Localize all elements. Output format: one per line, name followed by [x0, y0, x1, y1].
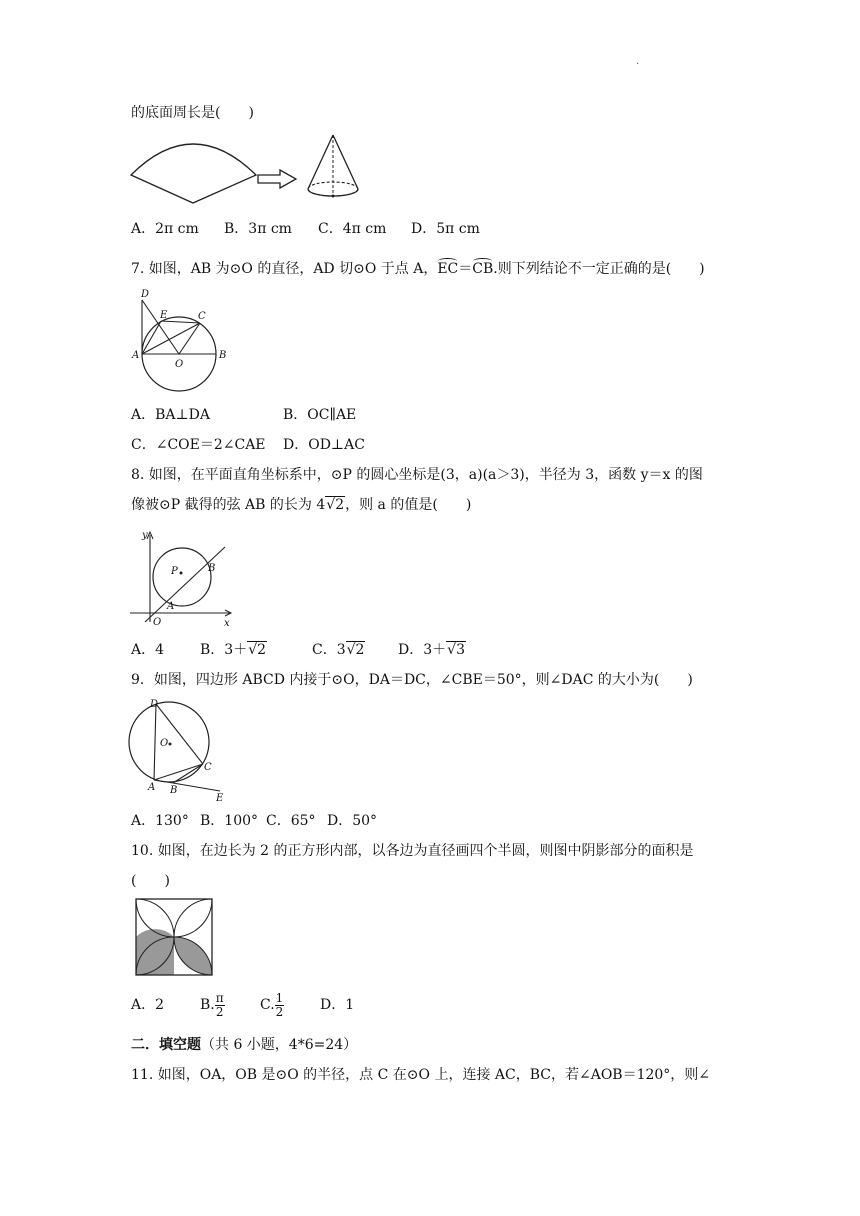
- q8-stem-line2: 像被⊙P 截得的弦 AB 的长为 4√2，则 a 的值是( ): [131, 497, 472, 513]
- q8-sqrt: √2: [326, 497, 345, 513]
- q10-figure: [134, 897, 216, 979]
- q7-eq: ＝: [458, 261, 473, 277]
- q7-option-a: A．BA⊥DA: [131, 407, 211, 423]
- q7-label-b: B: [219, 350, 227, 361]
- q9-option-c: C．65°: [266, 813, 316, 829]
- q7-option-d: D．OD⊥AC: [283, 437, 365, 453]
- q11-stem: 11. 如图，OA，OB 是⊙O 的半径，点 C 在⊙O 上，连接 AC，BC，若∠AOB＝120°，则∠: [131, 1067, 711, 1083]
- section-2-heading: [131, 1036, 357, 1054]
- arrow-right-icon: [258, 170, 296, 188]
- q9-label-o: O: [160, 738, 169, 749]
- q10-option-c: C. $\frac{1}{2}$: [260, 990, 284, 1019]
- q8-label-a: A: [167, 601, 175, 612]
- q9-label-d: D: [150, 699, 159, 710]
- q10-stem: 10. 如图，在边长为 2 的正方形内部，以各边为直径画四个半圆，则图中阴影部分的面积是: [131, 843, 694, 859]
- q9-figure: [128, 697, 233, 805]
- q9-label-e: E: [216, 793, 224, 804]
- q10-option-d: D．1: [320, 997, 355, 1013]
- q9-circle: [129, 702, 209, 782]
- q7-stem: [131, 260, 705, 278]
- q8-label-x: x: [224, 618, 230, 629]
- q6-option-b: B．3π cm: [224, 221, 292, 237]
- header-dot: ·: [636, 59, 640, 70]
- q8-figure: [125, 527, 240, 632]
- q7-label-o: O: [175, 359, 184, 370]
- q7-label-e: E: [160, 310, 168, 321]
- q10-option-a: A．2: [131, 997, 165, 1013]
- q10-paren: ( ): [131, 873, 170, 889]
- q9-option-d: D．50°: [327, 813, 378, 829]
- q7-option-b: B．OC∥AE: [283, 407, 357, 423]
- q6-option-d: D．5π cm: [411, 221, 480, 237]
- q8-label-y: y: [142, 530, 148, 541]
- q7-figure: [130, 285, 240, 397]
- q10-option-b: B. $\frac{\pi}{2}$: [200, 990, 224, 1019]
- q8-option-a: A．4: [131, 642, 165, 658]
- q7-label-a: A: [132, 350, 140, 361]
- q8-stem-line1: 8. 如图，在平面直角坐标系中，⊙P 的圆心坐标是(3，a)(a＞3)，半径为 3，函数 y＝x 的图: [131, 467, 703, 483]
- q8-option-c: C．3√2: [312, 642, 365, 658]
- section-2-note: （共 6 小题，4*6=24）: [201, 1037, 358, 1053]
- q6-figure: [128, 133, 368, 208]
- q9-option-a: A．130°: [131, 813, 189, 829]
- q6-stem-tail: 的底面周长是( ): [131, 105, 254, 121]
- q7-stem-b: .则下列结论不一定正确的是( ): [493, 261, 705, 277]
- q8-label-b: B: [208, 563, 216, 574]
- q7-option-c: C．∠COE＝2∠CAE: [131, 437, 266, 453]
- section-2-title: 二．填空题: [131, 1037, 201, 1053]
- q6-option-c: C．4π cm: [318, 221, 387, 237]
- sector-shape: [131, 144, 256, 203]
- q9-label-a: A: [148, 782, 156, 793]
- q8-option-b: B．3＋√2: [200, 642, 267, 658]
- q7-label-c: C: [198, 311, 206, 322]
- q8-label-o: O: [153, 617, 162, 628]
- q9-label-c: C: [204, 762, 212, 773]
- q9-label-b: B: [170, 785, 178, 796]
- q8-circle: [153, 548, 211, 606]
- q9-stem: 9．如图，四边形 ABCD 内接于⊙O，DA＝DC，∠CBE＝50°，则∠DAC 的大小为( ): [131, 672, 693, 688]
- q7-stem-a: 7. 如图，AB 为⊙O 的直径，AD 切⊙O 于点 A，: [131, 261, 438, 277]
- q8-option-d: D．3＋√3: [398, 642, 465, 658]
- q7-arc-cb: CB: [472, 261, 494, 277]
- cone-center-dot: [332, 195, 335, 198]
- q6-option-a: A．2π cm: [131, 221, 199, 237]
- q9-option-b: B．100°: [200, 813, 259, 829]
- q7-arc-ec: EC: [437, 261, 459, 277]
- q8-label-p: P: [171, 566, 178, 577]
- q7-label-d: D: [141, 289, 150, 300]
